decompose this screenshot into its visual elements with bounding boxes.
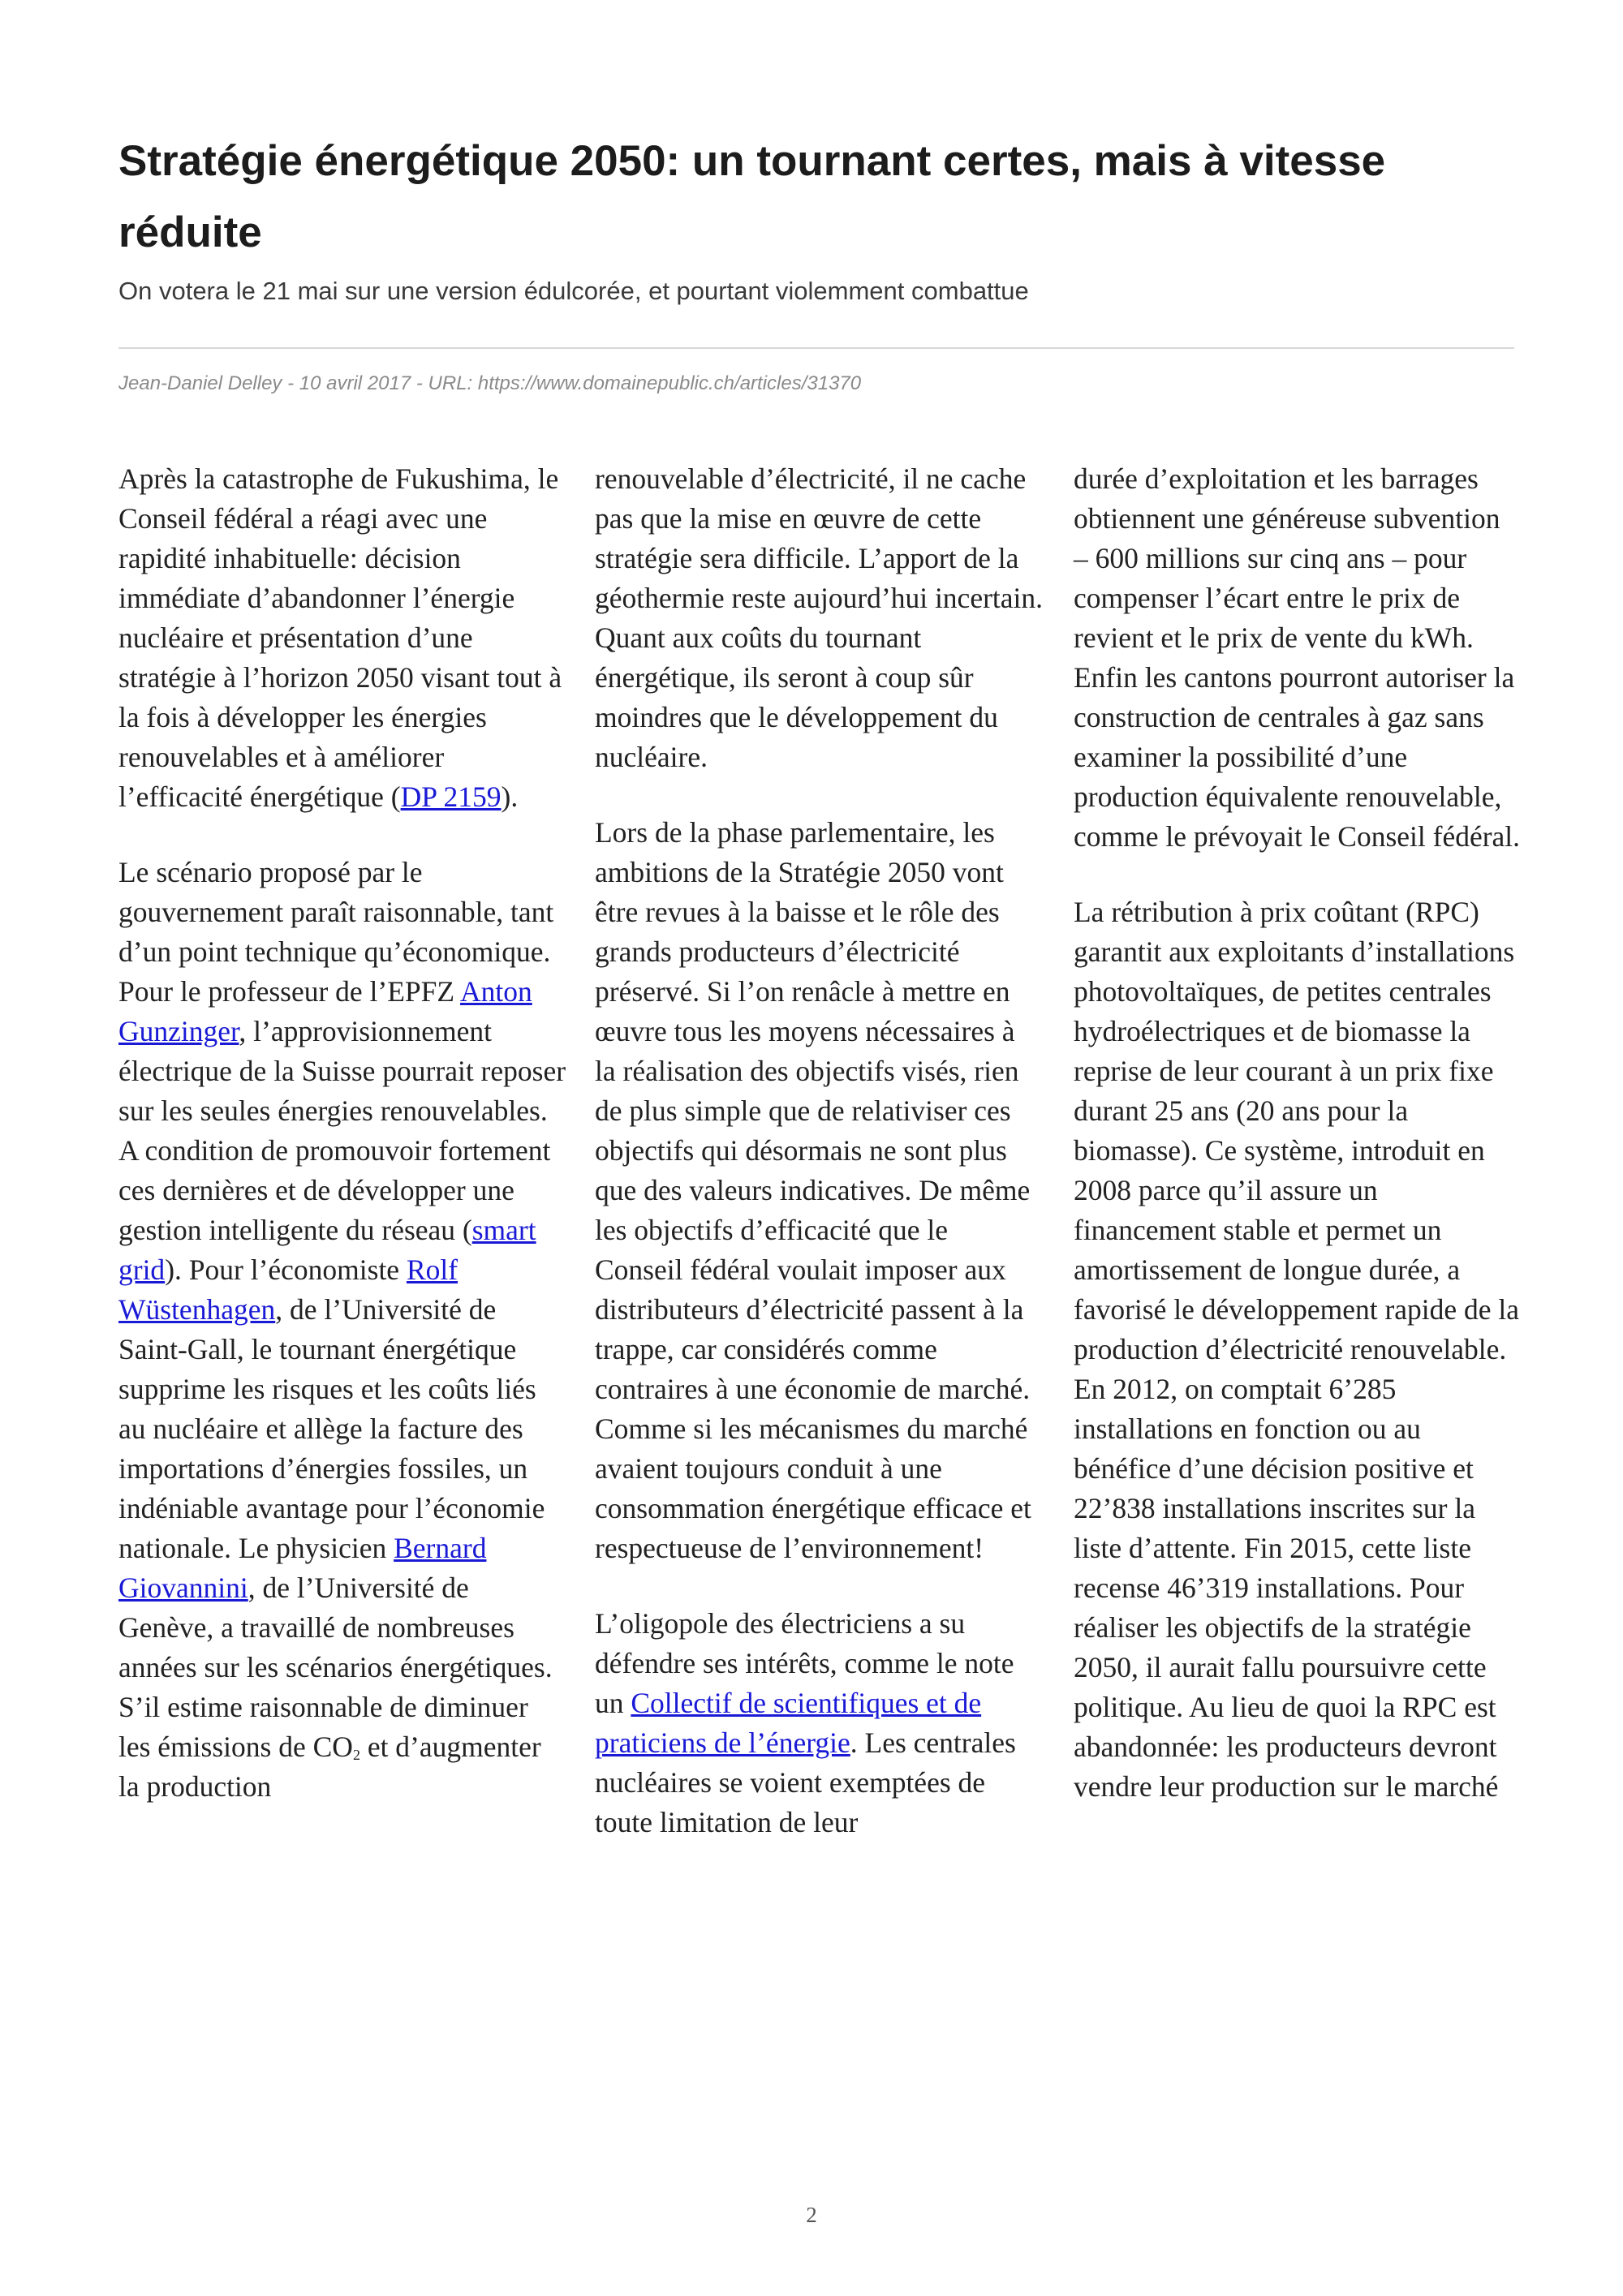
subscript: 2	[352, 1747, 360, 1763]
header-divider	[118, 347, 1514, 349]
paragraph: Après la catastrophe de Fukushima, le Conseil fédéral a réagi avec une rapidité inhabituelle: décision immédiate d’abandonner l’énergie nucléaire et présentation d’une stratégie à l’horizon 2050 visant tout à la fois à développer les énergies renouvelables et à améliorer l’efficacité énergétique (DP 2159).	[118, 462, 562, 813]
link-dp-2159[interactable]: DP 2159	[400, 780, 502, 813]
page-number: 2	[806, 2203, 817, 2227]
paragraph: La rétribution à prix coûtant (RPC) garantit aux exploitants d’installations photovoltaïques, de petites centrales hydroélectriques et de biomasse la reprise de leur courant à un prix fixe durant 25 ans (20 ans pour la biomasse). Ce système, introduit en 2008 parce qu’il assure un financement stable et permet un amortissement de longue durée, a favorisé le développement rapide de la production d’électricité renouvelable. En 2012, on comptait 6’285 installations en fonction ou au bénéfice d’une décision positive et 22’838 installations inscrites sur la liste d’attente. Fin 2015, cette liste recense 46’319 installations. Pour réaliser les objectifs de la stratégie 2050, il aurait fallu poursuivre cette politique. Au lieu de quoi la RPC est abandonnée: les producteurs devront vendre leur production sur le marché	[1074, 896, 1520, 1803]
text-column-1	[118, 459, 566, 1842]
article-title: Stratégie énergétique 2050: un tournant certes, mais à vitesse réduite	[118, 137, 1386, 256]
link-smart-grid[interactable]: smart grid	[118, 1214, 536, 1286]
article-byline: Jean-Daniel Delley - 10 avril 2017 - URL: https://www.domainepublic.ch/articles/31370	[118, 372, 862, 394]
paragraph: renouvelable d’électricité, il ne cache pas que la mise en œuvre de cette stratégie sera difficile. L’apport de la géothermie reste aujourd’hui incertain. Quant aux coûts du tournant énergétique, ils seront à coup sûr moindres que le développement du nucléaire.	[595, 462, 1044, 773]
paragraph: Lors de la phase parlementaire, les ambitions de la Stratégie 2050 vont être revues à la baisse et le rôle des grands producteurs d’électricité préservé. Si l’on renâcle à mettre en œuvre tous les moyens nécessaires à la réalisation des objectifs visés, rien de plus simple que de relativiser ces objectifs qui désormais ne sont plus que des valeurs indicatives. De même les objectifs d’efficacité que le Conseil fédéral voulait imposer aux distributeurs d’électricité passent à la trappe, car considérés comme contraires à une économie de marché. Comme si les mécanismes du marché avaient toujours conduit à une consommation énergétique efficace et respectueuse de l’environnement!	[595, 816, 1031, 1564]
link-rolf-wustenhagen[interactable]: Rolf Wüstenhagen	[118, 1253, 458, 1326]
article-subtitle: On votera le 21 mai sur une version édulcorée, et pourtant violemment combattue	[118, 277, 1029, 305]
link-collectif-scientifiques[interactable]: Collectif de scientifiques et de praticiens de l’énergie	[595, 1687, 982, 1759]
link-bernard-giovannini[interactable]: Bernard Giovannini	[118, 1532, 487, 1604]
paragraph: durée d’exploitation et les barrages obtiennent une généreuse subvention – 600 millions sur cinq ans – pour compenser l’écart entre le prix de revient et le prix de vente du kWh. Enfin les cantons pourront autoriser la construction de centrales à gaz sans examiner la possibilité d’une production équivalente renouvelable, comme le prévoyait le Conseil fédéral.	[1074, 462, 1521, 853]
paragraph: L’oligopole des électriciens a su défendre ses intérêts, comme le note un Collectif de scientifiques et de praticiens de l’énergie. Les centrales nucléaires se voient exemptées de toute limitation de leur	[595, 1607, 1016, 1838]
text-column-2	[595, 459, 1043, 1878]
link-anton-gunzinger[interactable]: Anton Gunzinger	[118, 975, 532, 1047]
text-column-3	[1074, 459, 1522, 1842]
paragraph: Le scénario proposé par le gouvernement paraît raisonnable, tant d’un point technique qu’économique. Pour le professeur de l’EPFZ Anton Gunzinger, l’approvisionnement électrique de la Suisse pourrait reposer sur les seules énergies renouvelables. A condition de promouvoir fortement ces dernières et de développer une gestion intelligente du réseau (smart grid). Pour l’économiste Rolf Wüstenhagen, de l’Université de Saint-Gall, le tournant énergétique supprime les risques et les coûts liés au nucléaire et allège la facture des importations d’énergies fossiles, un indéniable avantage pour l’économie nationale. Le physicien Bernard Giovannini, de l’Université de Genève, a travaillé de nombreuses années sur les scénarios énergétiques. S’il estime raisonnable de diminuer les émissions de $CO_2$ et d’augmenter la production	[118, 856, 566, 1803]
